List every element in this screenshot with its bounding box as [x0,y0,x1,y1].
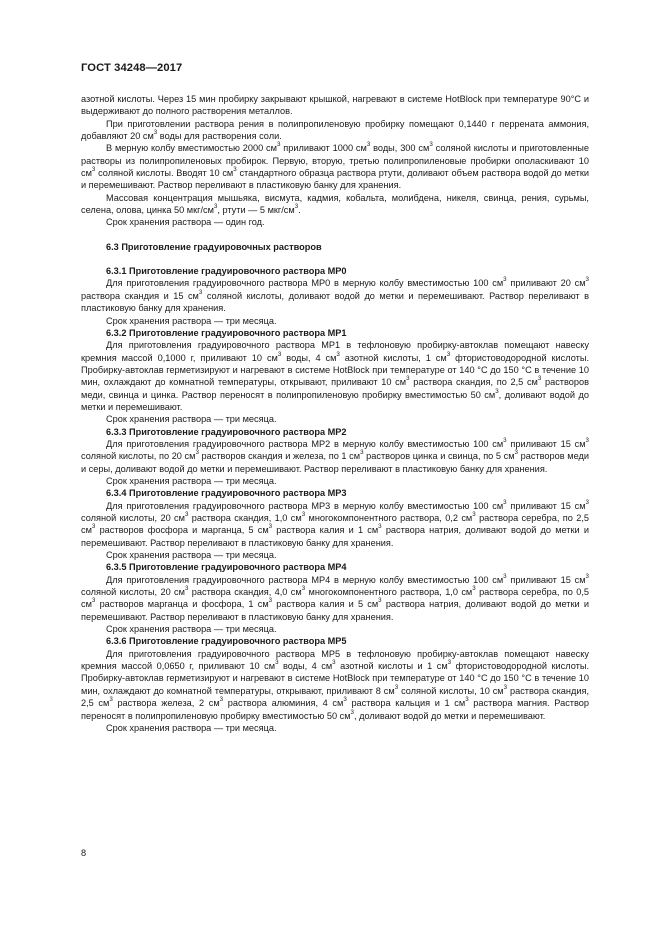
paragraph: Для приготовления градуировочного раствора МР1 в тефлоновую пробирку-автоклав помещают навеску кремния массой 0,1000 г, приливают 10 $см^3$ воды, 4 $см^3$ азотной кислоты, 1 $см^3$ фтористоводородной кислоты. Пробирку-автоклав герметизируют и нагревают в системе HotBlock при температуре от 140 °С до 150 °С в течение 10 мин, охлаждают до комнатной температуры, открывают, приливают 10 $см^3$ раствора скандия, по 2,5 $см^3$ растворов меди, свинца и цинка. Раствор переносят в полипропиленовую пробирку вместимостью 50 $см^3$, доливают водой до метки и перемешивают. [81,340,590,412]
subsection-heading: 6.3.1 Приготовление градуировочного раствора МР0 [106,266,347,277]
storage-note: Срок хранения раствора — три месяца. [106,475,277,486]
paragraph: Массовая концентрация мышьяка, висмута, кадмия, кобальта, молибдена, никеля, свинца, рения, сурьмы, селена, олова, цинка 50 мкг/$см^3$, ртути — 5 мкг/$см^3$. [81,192,589,216]
paragraph: Для приготовления градуировочного раствора МР3 в мерную колбу вместимостью 100 $см^3$ приливают 15 $см^3$ соляной кислоты, 20 $см^3$ раствора скандия, 1,0 $см^3$ многокомпонентного раствора, 0,2 $см^3$ раствора серебра, по 2,5 $см^3$ растворов фосфора и марганца, 5 $см^3$ раствора калия и 1 $см^3$ раствора натрия, доливают водой до метки и перемешивают. Раствор переливают в пластиковую банку для хранения. [81,498,589,548]
subsection-heading: 6.3.2 Приготовление градуировочного раствора МР1 [106,327,347,338]
page-number: 8 [81,848,87,858]
paragraph: При приготовлении раствора рения в полипропиленовую пробирку помещают 0,1440 г перрената аммония, добавляют 20 $см^3$ воды для растворения соли. [81,118,589,142]
storage-note: Срок хранения раствора — три месяца. [106,550,277,561]
storage-note: Срок хранения раствора — три месяца. [106,315,277,326]
paragraph: Для приготовления градуировочного раствора МР5 в тефлоновую пробирку-автоклав помещают навеску кремния массой 0,0650 г, приливают 10 $см^3$ воды, 4 $см^3$ азотной кислоты и 1 $см^3$ фтористоводородной кислоты. Пробирку-автоклав герметизируют и нагревают в системе HotBlock при температуре от 140 °С до 150 °С в течение 10 мин, охлаждают до комнатной температуры, открывают, приливают 8 $см^3$ соляной кислоты, 10 $см^3$ раствора скандия, 2,5 $см^3$ раствора железа, 2 $см^3$ раствора алюминия, 4 $см^3$ раствора кальция и 1 $см^3$ раствора магния. Раствор переносят в полипропиленовую пробирку вместимостью 50 $см^3$, доливают водой до метки и перемешивают. [81,648,590,721]
paragraph: Для приготовления градуировочного раствора МР2 в мерную колбу вместимостью 100 $см^3$ приливают 15 $см^3$ соляной кислоты, по 20 $см^3$ растворов скандия и железа, по 1 $см^3$ растворов цинка и свинца, по 5 $см^3$ растворов меди и серы, доливают водой до метки и перемешивают. Раствор переливают в пластиковую банку для хранения. [81,436,589,474]
paragraph: Для приготовления градуировочного раствора МР0 в мерную колбу вместимостью 100 $см^3$ приливают 20 $см^3$ раствора скандия и 15 $см^3$ соляной кислоты, доливают водой до метки и перемешивают. Раствор переливают в пластиковую банку для хранения. [81,276,589,314]
storage-note: Срок хранения раствора — один год. [106,217,265,228]
document-header: ГОСТ 34248—2017 [81,62,183,74]
subsection-heading: 6.3.3 Приготовление градуировочного раствора МР2 [106,426,347,437]
paragraph: В мерную колбу вместимостью 2000 $см^3$ приливают 1000 $см^3$ воды, 300 $см^3$ соляной кислоты и приготовленные растворы из полипропиленовых пробирок. Первую, вторую, третью полипропиленовые пробирки ополаскивают 10 $см^3$ соляной кислоты. Вводят 10 $см^3$ стандартного образца раствора ртути, доливают объем раствора водой до метки и перемешивают. Раствор переливают в пластиковую банку для хранения. [81,141,590,191]
storage-note: Срок хранения раствора — три месяца. [106,414,277,425]
subsection-heading: 6.3.5 Приготовление градуировочного раствора МР4 [106,562,347,573]
subsection-heading: 6.3.6 Приготовление градуировочного раствора МР5 [106,636,347,647]
storage-note: Срок хранения раствора — три месяца. [106,722,277,733]
subsection-heading: 6.3.4 Приготовление градуировочного раствора МР3 [106,488,347,499]
paragraph: Для приготовления градуировочного раствора МР4 в мерную колбу вместимостью 100 $см^3$ приливают 15 $см^3$ соляной кислоты, 20 $см^3$ раствора скандия, 4,0 $см^3$ многокомпонентного раствора, 1,0 $см^3$ раствора серебра, по 0,5 $см^3$ растворов марганца и фосфора, 1 $см^3$ раствора калия и 5 $см^3$ раствора натрия, доливают водой до метки и перемешивают. Раствор переливают в пластиковую банку для хранения. [81,572,589,622]
document-body [81,93,589,734]
paragraph: азотной кислоты. Через 15 мин пробирку закрывают крышкой, нагревают в системе HotBlock при температуре 90°С и выдерживают до полного растворения металлов. [81,94,589,117]
storage-note: Срок хранения раствора — три месяца. [106,624,277,635]
section-heading: 6.3 Приготовление градуировочных растворов [106,241,322,252]
